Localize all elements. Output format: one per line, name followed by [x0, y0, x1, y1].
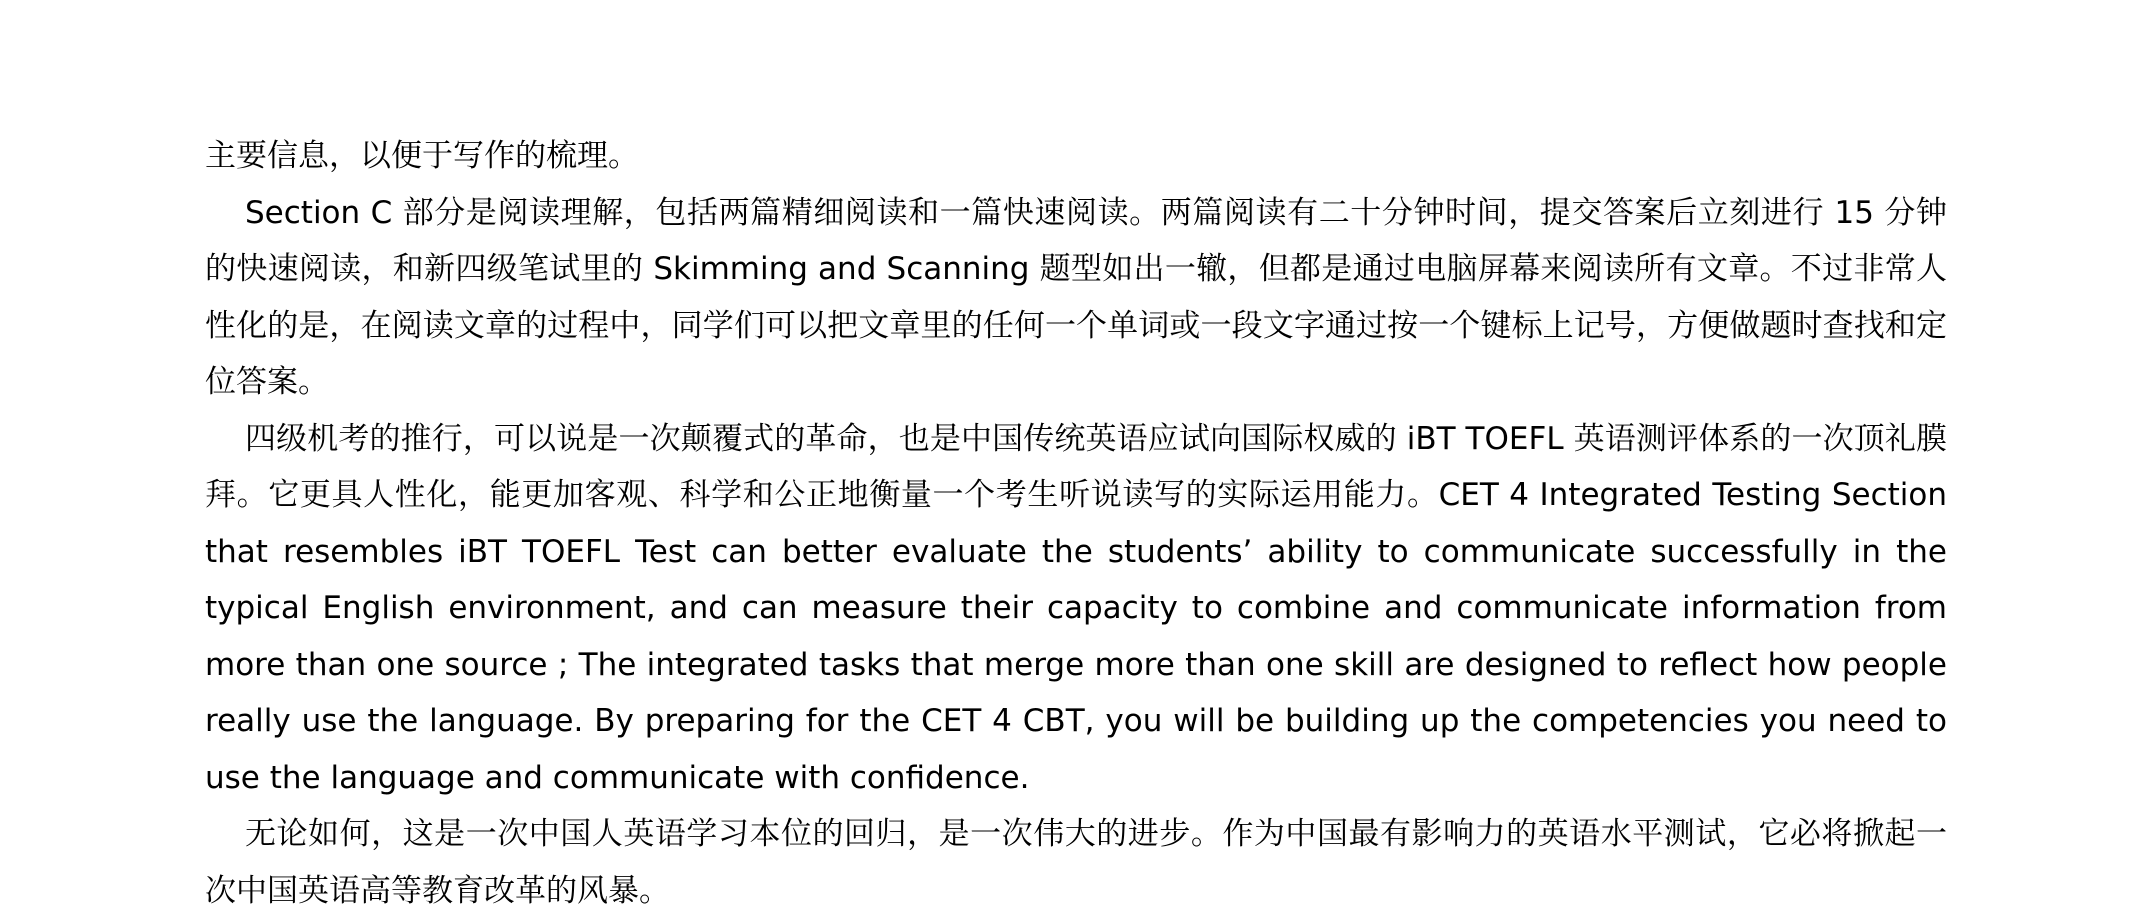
document-page: [205, 128, 1947, 919]
paragraph-conclusion: 无论如何，这是一次中国人英语学习本位的回归，是一次伟大的进步。作为中国最有影响力的英语水平测试，它必将掀起一次中国英语高等教育改革的风暴。: [205, 816, 1947, 909]
paragraph-intro-tail: 主要信息，以便于写作的梳理。: [205, 138, 639, 174]
paragraph-cbt-reform: 四级机考的推行，可以说是一次颠覆式的革命，也是中国传统英语应试向国际权威的 iBT TOEFL 英语测评体系的一次顶礼膜拜。它更具人性化，能更加客观、科学和公正地衡量一个考生听说读写的实际运用能力。CET 4 Integrated Testing Section that resembles iBT TOEFL Test can better evaluate the students’ ability to communicate successfully in the typical English environment, and can measure their capacity to combine and communicate information from more than one source ; The integrated tasks that merge more than one skill are designed to reflect how people really use the language. By preparing for the CET 4 CBT, you will be building up the competencies you need to use the language and communicate with confidence.: [205, 420, 1947, 796]
paragraph-section-c: Section C 部分是阅读理解，包括两篇精细阅读和一篇快速阅读。两篇阅读有二十分钟时间，提交答案后立刻进行 15 分钟的快速阅读，和新四级笔试里的 Skimming and Scanning 题型如出一辙，但都是通过电脑屏幕来阅读所有文章。不过非常人性化的是，在阅读文章的过程中，同学们可以把文章里的任何一个单词或一段文字通过按一个键标上记号，方便做题时查找和定位答案。: [205, 194, 1947, 400]
